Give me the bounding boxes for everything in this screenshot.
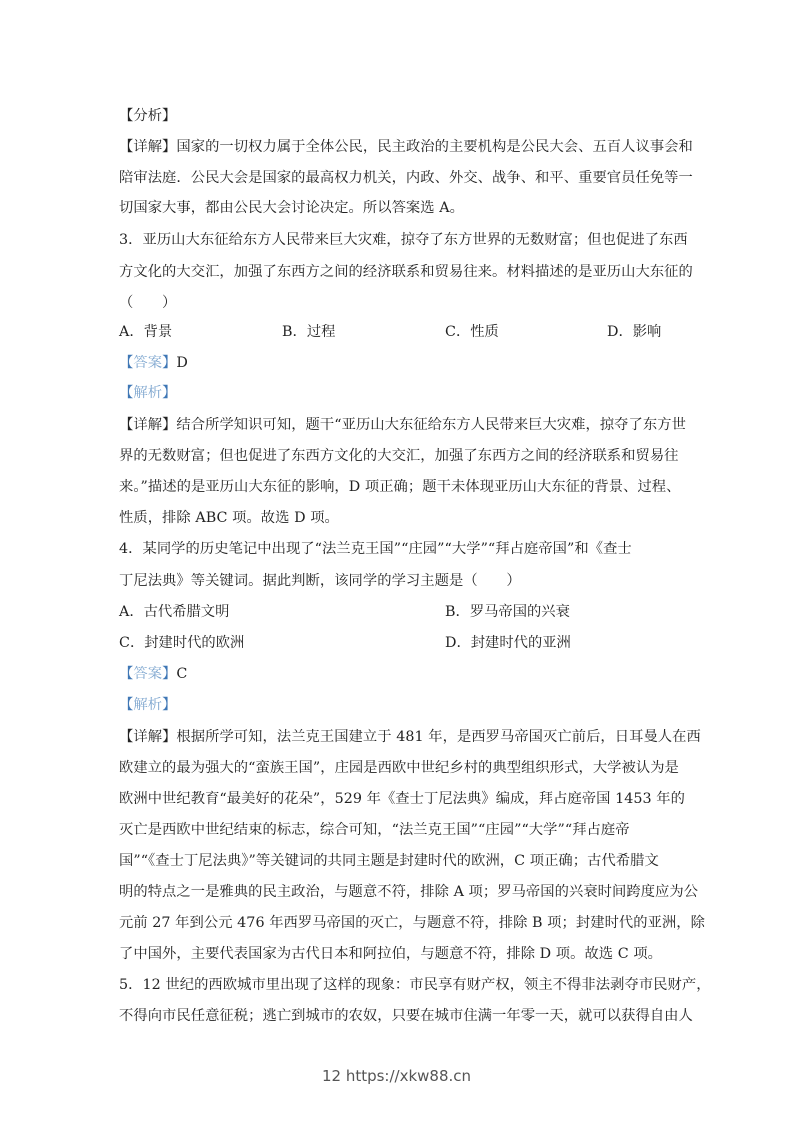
q4-detail-line-2: 欧建立的最为强大的“蛮族王国”，庄园是西欧中世纪乡村的典型组织形式，大学被认为是 <box>119 760 679 776</box>
q4-option-a: A．古代希腊文明 <box>119 604 230 620</box>
q3-option-b: B．过程 <box>282 324 336 340</box>
prev-detail-line-2: 陪审法庭．公民大会是国家的最高权力机关，内政、外交、战争、和平、重要官员任免等一 <box>119 170 693 186</box>
q4-answer <box>119 664 679 684</box>
answer-label: 【答案】 <box>119 666 177 682</box>
q4-detail-line-3: 欧洲中世纪教育“最美好的花朵”，529 年《查士丁尼法典》编成，拜占庭帝国 1453 年的 <box>119 791 685 807</box>
answer-label: 【答案】 <box>119 355 177 371</box>
page-footer: 12 https://xkw88.cn <box>321 1067 472 1085</box>
q3-stem-line-1: 3．亚历山大东征给东方人民带来巨大灾难，掠夺了东方世界的无数财富；但也促进了东西 <box>119 232 688 248</box>
detail-label: 【详解】 <box>119 139 177 155</box>
q4-option-c: C．封建时代的欧洲 <box>119 635 245 651</box>
q3-analysis-label: 【解析】 <box>119 385 177 401</box>
q5-stem-line-1: 5．12 世纪的西欧城市里出现了这样的现象：市民享有财产权，领主不得非法剥夺市民财产， <box>119 977 711 993</box>
q3-option-d: D．影响 <box>607 324 662 340</box>
q4-stem-line-1: 4．某同学的历史笔记中出现了“法兰克王国”“庄园”“大学”“拜占庭帝国”和《查士 <box>119 541 632 557</box>
q3-option-a: A．背景 <box>119 324 173 340</box>
q4-stem-line-2: 丁尼法典》等关键词。据此判断，该同学的学习主题是（ ） <box>119 573 521 589</box>
q5-stem-line-2: 不得向市民任意征税；逃亡到城市的农奴，只要在城市住满一年零一天，就可以获得自由人 <box>119 1008 693 1024</box>
q4-option-d: D．封建时代的亚洲 <box>445 635 571 651</box>
q4-detail-line-8: 了中国外，主要代表国家为古代日本和阿拉伯，与题意不符，排除 D 项。故选 C 项。 <box>119 946 663 962</box>
q3-answer <box>119 353 679 373</box>
q4-detail-line-4: 灭亡是西欧中世纪结束的标志，综合可知，“法兰克王国”“庄园”“大学”“拜占庭帝 <box>119 822 630 838</box>
q4-analysis-label: 【解析】 <box>119 697 177 713</box>
answer-value: C <box>176 666 188 682</box>
q4-detail-line-5: 国”“《查士丁尼法典》”等关键词的共同主题是封建时代的欧洲，C 项正确；古代希腊文 <box>119 853 659 869</box>
detail-label: 【详解】 <box>119 729 177 745</box>
q3-option-c: C．性质 <box>445 324 499 340</box>
q3-detail-line-1: 【详解】结合所学知识可知，题干“亚历山大东征给东方人民带来巨大灾难，掠夺了东方世 <box>119 417 686 433</box>
prev-detail-line-3: 切国家大事，都由公民大会讨论决定。所以答案选 A。 <box>119 200 464 216</box>
q4-detail-line-6: 明的特点之一是雅典的民主政治，与题意不符，排除 A 项；罗马帝国的兴衰时间跨度应为公 <box>119 884 699 900</box>
q4-detail-line-1: 【详解】根据所学可知，法兰克王国建立于 481 年，是西罗马帝国灭亡前后，日耳曼人在西 <box>119 729 701 745</box>
q3-detail-line-3: 来。”描述的是亚历山大东征的影响，D 项正确；题干未体现亚历山大东征的背景、过程、 <box>119 479 681 495</box>
prev-detail-line-1: 【详解】国家的一切权力属于全体公民，民主政治的主要机构是公民大会、五百人议事会和 <box>119 139 693 155</box>
answer-value: D <box>176 355 188 371</box>
detail-label: 【详解】 <box>119 417 177 433</box>
q3-detail-line-2: 界的无数财富；但也促进了东西方文化的大交汇，加强了东西方之间的经济联系和贸易往 <box>119 448 679 464</box>
q3-detail-line-4: 性质，排除 ABC 项。故选 D 项。 <box>119 510 339 526</box>
q3-stem-line-3: （ ） <box>119 295 177 311</box>
q4-option-b: B．罗马帝国的兴衰 <box>445 604 570 620</box>
q4-detail-line-7: 元前 27 年到公元 476 年西罗马帝国的灭亡，与题意不符，排除 B 项；封建时代的亚洲，除 <box>119 915 705 931</box>
q3-stem-line-2: 方文化的大交汇，加强了东西方之间的经济联系和贸易往来。材料描述的是亚历山大东征的 <box>119 264 693 280</box>
prev-analysis-label: 【分析】 <box>119 108 177 124</box>
